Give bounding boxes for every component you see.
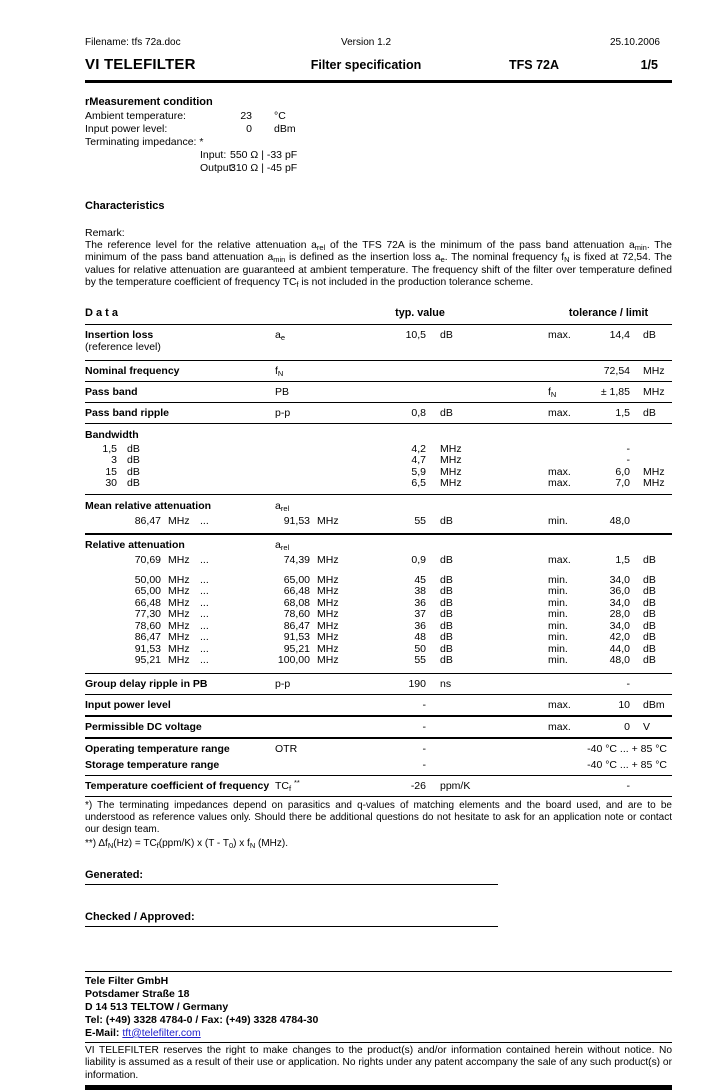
typ-unit: MHz xyxy=(440,465,462,478)
version-text: Version 1.2 xyxy=(340,37,392,48)
measurement-row-impedance xyxy=(85,136,672,149)
tol-range: -40 °C ... + 85 °C xyxy=(587,758,667,771)
footer-phone: Tel: (+49) 3328 4784-0 / Fax: (+49) 3328 4784-30 xyxy=(85,1013,319,1026)
typ-value: 38 xyxy=(414,585,426,598)
freq-from-unit: MHz xyxy=(168,585,190,598)
row-unit: °C xyxy=(274,110,286,122)
typ-value: 55 xyxy=(414,514,426,527)
freq-to-unit: MHz xyxy=(317,514,339,527)
email-label: E-Mail: xyxy=(85,1026,123,1039)
freq-to-unit: MHz xyxy=(317,553,339,566)
tol-value: 28,0 xyxy=(609,608,630,621)
tol-value: 7,0 xyxy=(615,477,630,490)
typ-value: 45 xyxy=(414,573,426,586)
freq-from-unit: MHz xyxy=(168,596,190,609)
tol-unit: MHz xyxy=(643,465,665,478)
relative-attenuation-row xyxy=(85,586,672,598)
range-dots: ... xyxy=(200,608,209,621)
range-dots: ... xyxy=(200,596,209,609)
row-label: Pass band ripple xyxy=(85,406,170,419)
column-header-tolerance: tolerance / limit xyxy=(568,306,649,319)
freq-to: 91,53 xyxy=(283,631,310,644)
freq-from-unit: MHz xyxy=(168,608,190,621)
row-symbol: $a_e$ xyxy=(275,328,286,342)
row-symbol: PB xyxy=(275,385,290,398)
typ-value: - xyxy=(422,720,426,733)
bandwidth-level: 30 xyxy=(105,477,117,490)
title-bar xyxy=(85,56,672,83)
footnote-terminating-impedance: *) The terminating impedances depend on parasitics and q-values of matching elements and the board used, and are to be understood as reference values only. Should there be additional questions do not hesitate to ask for an application note or contact our design team. xyxy=(85,799,672,836)
tol-label: min. xyxy=(548,585,568,598)
row-symbol: $f_N$ xyxy=(275,364,284,378)
table-row-insertion-loss xyxy=(85,325,672,361)
typ-value: 36 xyxy=(414,619,426,632)
freq-to: 91,53 xyxy=(283,514,310,527)
row-label: Nominal frequency xyxy=(85,364,180,377)
footer-disclaimer: VI TELEFILTER reserves the right to make changes to the product(s) and/or information contained herein without notice. No liability is assumed as a result of their use or application. No rights under any patent accompany the sale of any such product(s) or information. xyxy=(85,1044,672,1081)
tol-unit: dB xyxy=(643,553,656,566)
row-symbol: $a_{rel}$ xyxy=(275,499,290,513)
freq-to-unit: MHz xyxy=(317,654,339,667)
tol-range: -40 °C ... + 85 °C xyxy=(587,742,667,755)
row-value: 0 xyxy=(246,123,252,135)
row-label: Ambient temperature: xyxy=(85,110,186,122)
tol-unit: dB xyxy=(643,608,656,621)
measurement-row-ambient xyxy=(85,110,672,123)
typ-unit: dB xyxy=(440,328,453,341)
row-label: Input power level: xyxy=(85,123,168,135)
typ-value: 0,9 xyxy=(411,553,426,566)
filename-text: Filename: tfs 72a.doc xyxy=(85,37,181,48)
freq-to-unit: MHz xyxy=(317,642,339,655)
row-symbol: p-p xyxy=(275,677,291,690)
relative-attenuation-passband-row xyxy=(85,554,672,566)
page-end-bar xyxy=(85,1085,672,1090)
typ-unit: dB xyxy=(440,406,453,419)
tol-value: 34,0 xyxy=(609,596,630,609)
tol-label: max. xyxy=(548,465,571,478)
tol-unit: dB xyxy=(643,585,656,598)
footer-city: D 14 513 TELTOW / Germany xyxy=(85,1000,229,1013)
freq-from-unit: MHz xyxy=(168,642,190,655)
column-header-data: D a t a xyxy=(85,306,119,319)
tol-unit: dBm xyxy=(643,698,665,711)
range-dots: ... xyxy=(200,573,209,586)
row-symbol: $TC_f$ ** xyxy=(275,777,300,793)
tol-value: ± 1,85 xyxy=(600,385,630,398)
tol-unit: dB xyxy=(643,573,656,586)
typ-unit: dB xyxy=(440,642,453,655)
relative-attenuation-row xyxy=(85,655,672,667)
document-title: Filter specification xyxy=(310,58,422,72)
table-row-nominal-frequency xyxy=(85,361,672,382)
characteristics-heading: Characteristics xyxy=(85,200,165,212)
row-label: Relative attenuation xyxy=(85,538,185,551)
typ-value: - xyxy=(422,742,426,755)
freq-from-unit: MHz xyxy=(168,553,190,566)
freq-from-unit: MHz xyxy=(168,619,190,632)
tol-value: 1,5 xyxy=(615,553,630,566)
row-label: Pass band xyxy=(85,385,138,398)
measurement-row-impedance-output xyxy=(85,162,672,175)
typ-value: 48 xyxy=(414,631,426,644)
table-section-bandwidth xyxy=(85,424,672,495)
freq-to: 66,48 xyxy=(283,585,310,598)
row-label: Terminating impedance: * xyxy=(85,136,204,148)
freq-to: 95,21 xyxy=(283,642,310,655)
tol-label: min. xyxy=(548,654,568,667)
freq-from-unit: MHz xyxy=(168,573,190,586)
freq-from: 77,30 xyxy=(134,608,161,621)
column-header-typ: typ. value xyxy=(395,306,445,319)
tol-value: - xyxy=(626,454,630,467)
typ-value: 50 xyxy=(414,642,426,655)
tol-label: max. xyxy=(548,477,571,490)
freq-from: 86,47 xyxy=(134,631,161,644)
tol-value: - xyxy=(626,677,630,690)
tol-value: 44,0 xyxy=(609,642,630,655)
typ-unit: ns xyxy=(440,677,452,690)
range-dots: ... xyxy=(200,631,209,644)
freq-to: 78,60 xyxy=(283,608,310,621)
footer-street: Potsdamer Straße 18 xyxy=(85,987,190,1000)
table-row-pass-band-ripple xyxy=(85,403,672,424)
typ-unit: ppm/K xyxy=(440,779,471,792)
typ-unit: dB xyxy=(440,573,453,586)
tol-unit: V xyxy=(643,720,651,733)
bandwidth-row xyxy=(85,444,672,456)
freq-to-unit: MHz xyxy=(317,573,339,586)
row-label: Temperature coefficient of frequency xyxy=(85,779,270,792)
tol-label: min. xyxy=(548,642,568,655)
typ-value: 37 xyxy=(414,608,426,621)
typ-unit: MHz xyxy=(440,442,462,455)
tol-value: 1,5 xyxy=(615,406,630,419)
tol-value: 48,0 xyxy=(609,654,630,667)
tol-label: min. xyxy=(548,514,568,527)
freq-from: 65,00 xyxy=(134,585,161,598)
typ-value: 6,5 xyxy=(411,477,426,490)
bandwidth-level: 1,5 xyxy=(102,442,117,455)
row-label: Storage temperature range xyxy=(85,758,220,771)
row-label: Group delay ripple in PB xyxy=(85,677,208,690)
table-row-temp-coefficient xyxy=(85,776,672,797)
tol-unit: dB xyxy=(643,328,656,341)
table-row-input-power xyxy=(85,695,672,717)
table-section-relative-attenuation xyxy=(85,535,672,674)
tol-unit: dB xyxy=(643,631,656,644)
tol-label: min. xyxy=(548,631,568,644)
typ-unit: dB xyxy=(440,514,453,527)
typ-unit: dB xyxy=(440,608,453,621)
freq-from-unit: MHz xyxy=(168,514,190,527)
footnotes xyxy=(85,797,672,850)
mean-relative-attenuation-row xyxy=(85,515,672,527)
freq-to: 74,39 xyxy=(283,553,310,566)
range-dots: ... xyxy=(200,514,209,527)
tol-label: max. xyxy=(548,406,571,419)
tol-label: min. xyxy=(548,608,568,621)
tol-value: - xyxy=(626,442,630,455)
row-label: Input: xyxy=(200,149,227,161)
row-value: 23 xyxy=(240,110,252,122)
freq-to: 68,08 xyxy=(283,596,310,609)
relative-attenuation-rows xyxy=(85,575,672,667)
table-header-row xyxy=(85,307,672,325)
tol-label: $f_N$ xyxy=(548,385,557,399)
freq-to: 100,00 xyxy=(277,654,310,667)
tol-value: 14,4 xyxy=(609,328,630,341)
bandwidth-rows xyxy=(85,444,672,490)
measurement-row-input-power xyxy=(85,123,672,136)
tol-value: 6,0 xyxy=(615,465,630,478)
page-number: 1/5 xyxy=(640,58,658,72)
tol-unit: MHz xyxy=(643,477,665,490)
typ-unit: dB xyxy=(440,619,453,632)
table-row-operating-temp xyxy=(85,739,672,759)
typ-value: - xyxy=(422,758,426,771)
tol-value: 36,0 xyxy=(609,585,630,598)
tol-label: max. xyxy=(548,698,571,711)
footnote-formula: **) $\Delta f_N(Hz) = TC_f(ppm/K)$ x $(T - T_0)$ x $f_N$ (MHz). xyxy=(85,837,289,850)
tol-value: 42,0 xyxy=(609,631,630,644)
typ-unit: MHz xyxy=(440,454,462,467)
typ-unit: dB xyxy=(440,631,453,644)
bandwidth-row xyxy=(85,455,672,467)
bandwidth-row xyxy=(85,478,672,490)
typ-unit: dB xyxy=(440,596,453,609)
company-logo: VI TELEFILTER xyxy=(85,56,196,73)
freq-to: 65,00 xyxy=(283,573,310,586)
typ-value: 10,5 xyxy=(405,328,426,341)
tol-value: 0 xyxy=(624,720,630,733)
typ-value: 0,8 xyxy=(411,406,426,419)
tol-unit: dB xyxy=(643,619,656,632)
freq-from: 86,47 xyxy=(134,514,161,527)
row-label: Mean relative attenuation xyxy=(85,499,212,512)
freq-from: 78,60 xyxy=(134,619,161,632)
table-section-mean-relative-attenuation xyxy=(85,495,672,535)
row-label: Input power level xyxy=(85,698,171,711)
part-number: TFS 72A xyxy=(509,58,560,72)
range-dots: ... xyxy=(200,654,209,667)
tol-label: min. xyxy=(548,596,568,609)
date-text: 25.10.2006 xyxy=(609,37,660,48)
range-dots: ... xyxy=(200,585,209,598)
remark-label: Remark: xyxy=(85,227,125,239)
typ-value: 5,9 xyxy=(411,465,426,478)
freq-from: 50,00 xyxy=(134,573,161,586)
tol-value: 34,0 xyxy=(609,573,630,586)
bandwidth-level-unit: dB xyxy=(127,477,140,490)
checked-approved-sign-line: Checked / Approved: xyxy=(85,911,498,927)
bandwidth-row xyxy=(85,467,672,479)
meta-row xyxy=(85,36,672,49)
freq-from: 70,69 xyxy=(134,553,161,566)
tol-value: 34,0 xyxy=(609,619,630,632)
freq-from: 95,21 xyxy=(134,654,161,667)
freq-from: 91,53 xyxy=(134,642,161,655)
tol-label: max. xyxy=(548,328,571,341)
tol-label: min. xyxy=(548,619,568,632)
typ-value: - xyxy=(422,698,426,711)
bandwidth-level-unit: dB xyxy=(127,465,140,478)
range-dots: ... xyxy=(200,642,209,655)
freq-to-unit: MHz xyxy=(317,585,339,598)
typ-value: 55 xyxy=(414,654,426,667)
row-label: Output: xyxy=(200,162,235,174)
typ-unit: MHz xyxy=(440,477,462,490)
row-sublabel: (reference level) xyxy=(85,340,161,353)
row-label: Bandwidth xyxy=(85,428,139,441)
relative-attenuation-row xyxy=(85,632,672,644)
row-symbol: OTR xyxy=(275,742,298,755)
row-value: 550 Ω | -33 pF xyxy=(230,149,298,161)
footer-company: Tele Filter GmbH xyxy=(85,974,169,987)
table-row-pass-band xyxy=(85,382,672,403)
typ-value: 4,7 xyxy=(411,454,426,467)
freq-to-unit: MHz xyxy=(317,596,339,609)
tol-label: max. xyxy=(548,720,571,733)
table-row-storage-temp xyxy=(85,759,672,776)
typ-unit: dB xyxy=(440,553,453,566)
table-row-dc-voltage xyxy=(85,717,672,739)
row-label: Operating temperature range xyxy=(85,742,230,755)
row-label: Permissible DC voltage xyxy=(85,720,202,733)
measurement-row-impedance-input xyxy=(85,149,672,162)
freq-to-unit: MHz xyxy=(317,608,339,621)
bandwidth-level: 3 xyxy=(111,454,117,467)
tol-unit: dB xyxy=(643,406,656,419)
bandwidth-level-unit: dB xyxy=(127,454,140,467)
tol-value: 48,0 xyxy=(609,514,630,527)
row-unit: dBm xyxy=(274,123,296,135)
bandwidth-level-unit: dB xyxy=(127,442,140,455)
table-row-group-delay xyxy=(85,674,672,695)
tol-value: 10 xyxy=(618,698,630,711)
tol-label: min. xyxy=(548,573,568,586)
footer xyxy=(85,971,672,1090)
email-link[interactable]: tft@telefilter.com xyxy=(122,1026,201,1039)
freq-to: 86,47 xyxy=(283,619,310,632)
generated-sign-line: Generated: xyxy=(85,869,498,885)
tol-unit: dB xyxy=(643,642,656,655)
tol-value: - xyxy=(626,779,630,792)
freq-from-unit: MHz xyxy=(168,631,190,644)
typ-value: 190 xyxy=(408,677,426,690)
tol-unit: dB xyxy=(643,654,656,667)
tol-unit: MHz xyxy=(643,364,665,377)
row-label: Insertion loss xyxy=(85,328,154,341)
range-dots: ... xyxy=(200,619,209,632)
range-dots: ... xyxy=(200,553,209,566)
row-symbol: p-p xyxy=(275,406,291,419)
tol-value: 72,54 xyxy=(603,364,630,377)
typ-unit: dB xyxy=(440,585,453,598)
relative-attenuation-row xyxy=(85,609,672,621)
typ-value: 36 xyxy=(414,596,426,609)
tol-unit: MHz xyxy=(643,385,665,398)
bandwidth-level: 15 xyxy=(105,465,117,478)
remark-paragraph: The reference level for the relative attenuation $a_{rel}$ of the TFS 72A is the minimum of the pass band attenuation $a_{min}$. The minimum of the pass band attenuation $a_{min}$ is defined as the insertion loss $a_e$. The nominal frequency $f_N$ is fixed at 72,54. The values for relative attenuation are guaranteed at ambient temperature. The frequency shift of the filter over temperature defined by the temperature coefficient of frequency $TC_f$ is not included in the production tolerance scheme. xyxy=(85,240,673,290)
measurement-heading: rMeasurement condition xyxy=(85,96,213,108)
freq-from-unit: MHz xyxy=(168,654,190,667)
tol-unit: dB xyxy=(643,596,656,609)
freq-to-unit: MHz xyxy=(317,619,339,632)
typ-value: -26 xyxy=(410,779,426,792)
freq-from: 66,48 xyxy=(134,596,161,609)
row-value: 310 Ω | -45 pF xyxy=(230,162,298,174)
typ-unit: dB xyxy=(440,654,453,667)
row-symbol: $a_{rel}$ xyxy=(275,538,290,552)
tol-label: max. xyxy=(548,553,571,566)
freq-to-unit: MHz xyxy=(317,631,339,644)
typ-value: 4,2 xyxy=(411,442,426,455)
